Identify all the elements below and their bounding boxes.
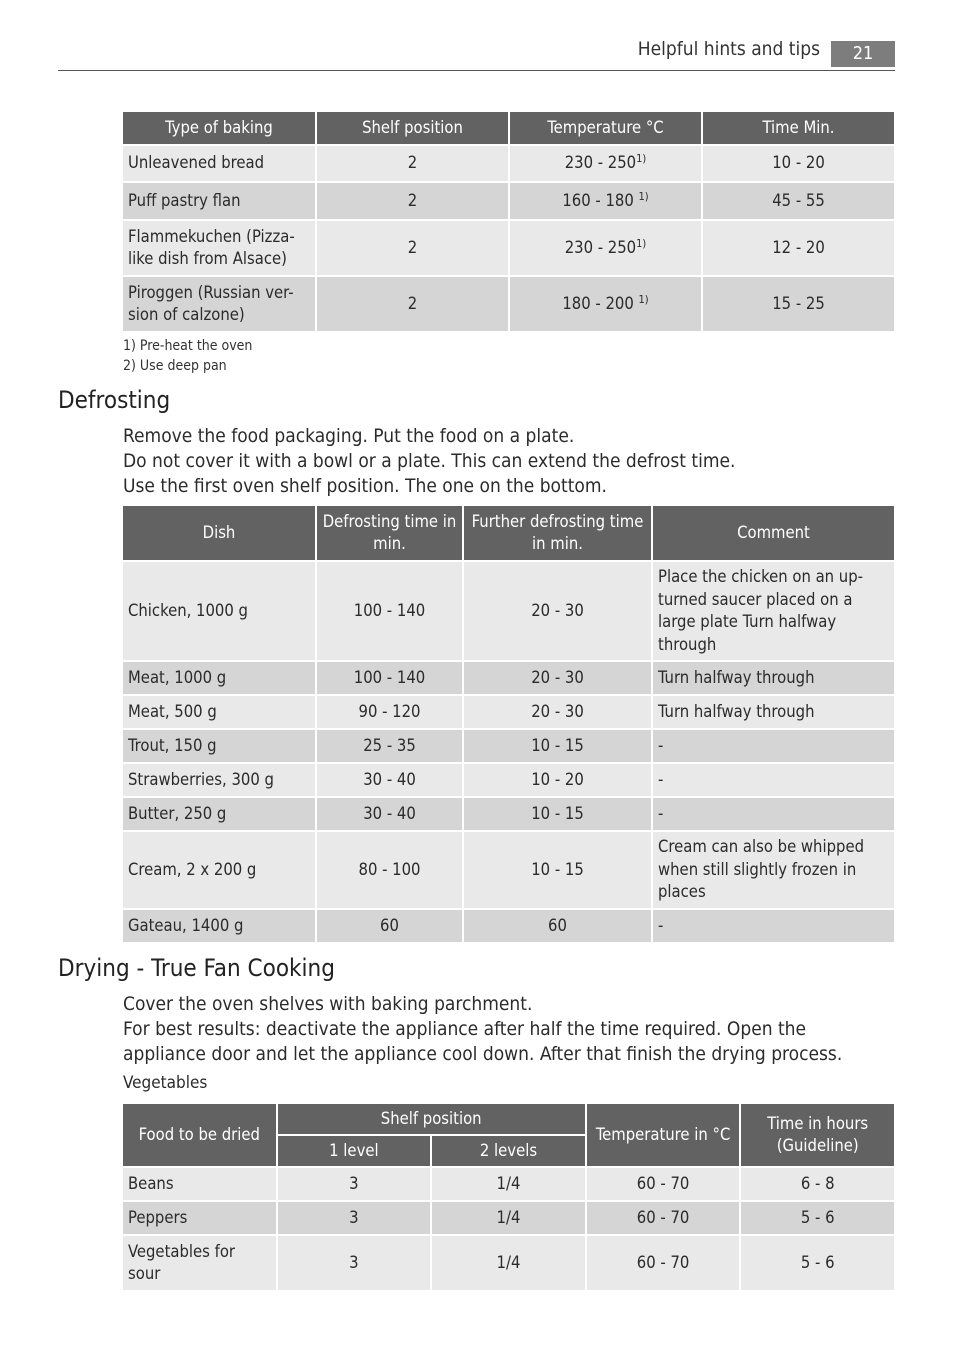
cell-further-time: 10 - 15 [464, 798, 651, 830]
cell-defrost-time: 30 - 40 [317, 764, 462, 796]
cell-temp: 60 - 70 [587, 1168, 740, 1200]
footnote-ref: 1) [636, 152, 647, 166]
cell-dish: Meat, 1000 g [123, 662, 315, 694]
cell-dish: Gateau, 1400 g [123, 910, 315, 942]
paragraph: Cover the oven shelves with baking parchment. [123, 993, 533, 1015]
cell-shelf: 2 [317, 183, 508, 219]
cell-food: Beans [123, 1168, 276, 1200]
cell-comment: - [653, 730, 894, 762]
cell-level-1: 3 [278, 1236, 431, 1290]
cell-dish: Strawberries, 300 g [123, 764, 315, 796]
cell-further-time: 10 - 20 [464, 764, 651, 796]
cell-time: 10 - 20 [703, 146, 894, 181]
cell-defrost-time: 100 - 140 [317, 562, 462, 660]
table-row [123, 696, 894, 728]
cell-shelf: 2 [317, 221, 508, 275]
cell-temp: 60 - 70 [587, 1202, 740, 1234]
table-row [123, 1236, 894, 1290]
cell-level-2: 1/4 [432, 1202, 585, 1234]
table-row [123, 1168, 894, 1200]
col-header-type: Type of baking [123, 112, 315, 144]
cell-type: Unleavened bread [123, 146, 315, 181]
col-header-dish: Dish [123, 506, 315, 560]
table-row [123, 730, 894, 762]
col-header-food: Food to be dried [123, 1104, 276, 1166]
cell-further-time: 20 - 30 [464, 562, 651, 660]
page-header-title: Helpful hints and tips [637, 38, 820, 60]
cell-further-time: 10 - 15 [464, 832, 651, 908]
table-row [123, 146, 894, 181]
cell-further-time: 20 - 30 [464, 696, 651, 728]
paragraph: Use the first oven shelf position. The one on the bottom. [123, 475, 607, 497]
footnote: 1) Pre-heat the oven [123, 338, 253, 354]
col-header-comment: Comment [653, 506, 894, 560]
footnotes [123, 336, 252, 376]
section-title-defrosting: Defrosting [58, 386, 171, 414]
cell-temp: 160 - 180 $^{1)}$ [510, 183, 701, 219]
cell-level-2: 1/4 [432, 1236, 585, 1290]
cell-time: 5 - 6 [741, 1202, 894, 1234]
vegetables-subheading: Vegetables [123, 1073, 208, 1093]
cell-level-2: 1/4 [432, 1168, 585, 1200]
col-header-shelf: Shelf position [278, 1104, 585, 1134]
cell-shelf: 2 [317, 146, 508, 181]
cell-comment: Turn halfway through [653, 662, 894, 694]
cell-comment: - [653, 910, 894, 942]
table-row [123, 183, 894, 219]
baking-table [121, 110, 896, 333]
cell-defrost-time: 100 - 140 [317, 662, 462, 694]
drying-table [121, 1102, 896, 1292]
cell-dish: Butter, 250 g [123, 798, 315, 830]
cell-further-time: 10 - 15 [464, 730, 651, 762]
table-row [123, 1202, 894, 1234]
drying-text [123, 992, 883, 1067]
cell-dish: Trout, 150 g [123, 730, 315, 762]
cell-temp: 230 - 250$^{1)}$ [510, 146, 701, 181]
cell-comment: Place the chicken on an up-turned saucer placed on a large plate Turn halfway through [653, 562, 894, 660]
cell-temp: 180 - 200 $^{1)}$ [510, 277, 701, 331]
cell-temp: 230 - 250$^{1)}$ [510, 221, 701, 275]
cell-type: Puff pastry flan [123, 183, 315, 219]
cell-comment: - [653, 764, 894, 796]
defrosting-table [121, 504, 896, 944]
cell-comment: Turn halfway through [653, 696, 894, 728]
table-row [123, 277, 894, 331]
cell-dish: Chicken, 1000 g [123, 562, 315, 660]
cell-dish: Meat, 500 g [123, 696, 315, 728]
cell-comment: Cream can also be whipped when still slightly frozen in places [653, 832, 894, 908]
cell-shelf: 2 [317, 277, 508, 331]
page-number: 21 [831, 41, 895, 67]
cell-dish: Cream, 2 x 200 g [123, 832, 315, 908]
table-row [123, 798, 894, 830]
cell-level-1: 3 [278, 1202, 431, 1234]
cell-defrost-time: 25 - 35 [317, 730, 462, 762]
col-header-time: Time in hours (Guideline) [741, 1104, 894, 1166]
col-header-level-2: 2 levels [432, 1136, 585, 1166]
col-header-further-time: Further defrosting time in min. [464, 506, 651, 560]
paragraph: Remove the food packaging. Put the food on a plate. [123, 425, 575, 447]
cell-comment: - [653, 798, 894, 830]
table-row [123, 832, 894, 908]
cell-time: 15 - 25 [703, 277, 894, 331]
cell-further-time: 20 - 30 [464, 662, 651, 694]
table-row [123, 562, 894, 660]
cell-temp: 60 - 70 [587, 1236, 740, 1290]
cell-time: 45 - 55 [703, 183, 894, 219]
cell-food: Peppers [123, 1202, 276, 1234]
cell-time: 6 - 8 [741, 1168, 894, 1200]
cell-defrost-time: 60 [317, 910, 462, 942]
cell-level-1: 3 [278, 1168, 431, 1200]
footnote-ref: 1) [638, 292, 649, 306]
table-row [123, 910, 894, 942]
col-header-temp: Temperature in °C [587, 1104, 740, 1166]
cell-time: 12 - 20 [703, 221, 894, 275]
col-header-defrost-time: Defrosting time in min. [317, 506, 462, 560]
cell-defrost-time: 30 - 40 [317, 798, 462, 830]
header-divider [58, 70, 895, 71]
cell-food: Vegetables for sour [123, 1236, 276, 1290]
cell-type: Flammekuchen (Pizza-like dish from Alsace) [123, 221, 315, 275]
footnote-ref: 1) [638, 189, 649, 203]
col-header-level-1: 1 level [278, 1136, 431, 1166]
defrosting-text [123, 424, 883, 499]
table-row [123, 764, 894, 796]
cell-defrost-time: 90 - 120 [317, 696, 462, 728]
section-title-drying: Drying - True Fan Cooking [58, 954, 335, 982]
footnote: 2) Use deep pan [123, 358, 227, 374]
table-row [123, 221, 894, 275]
cell-defrost-time: 80 - 100 [317, 832, 462, 908]
col-header-shelf: Shelf position [317, 112, 508, 144]
col-header-time: Time Min. [703, 112, 894, 144]
cell-further-time: 60 [464, 910, 651, 942]
table-row [123, 662, 894, 694]
paragraph: Do not cover it with a bowl or a plate. This can extend the defrost time. [123, 450, 736, 472]
cell-time: 5 - 6 [741, 1236, 894, 1290]
footnote-ref: 1) [636, 236, 647, 250]
cell-type: Piroggen (Russian ver-sion of calzone) [123, 277, 315, 331]
col-header-temp: Temperature °C [510, 112, 701, 144]
paragraph: For best results: deactivate the appliance after half the time required. Open the appliance door and let the appliance cool down. After that finish the drying process. [123, 1018, 843, 1065]
